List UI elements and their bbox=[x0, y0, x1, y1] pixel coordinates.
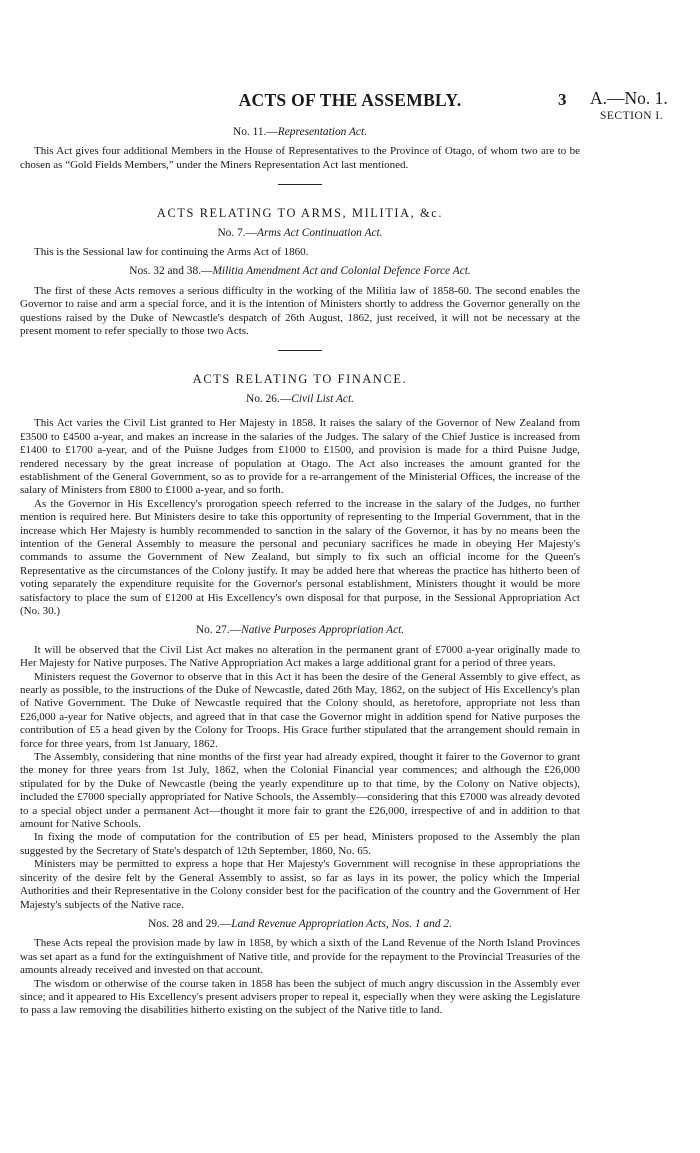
paper-reference: A.—No. 1. bbox=[590, 88, 668, 108]
act-number: No. 11.— bbox=[232, 126, 278, 138]
act-name: Land Revenue Appropriation Acts, Nos. 1 and 2. bbox=[231, 917, 452, 930]
act-number: Nos. 28 and 29.— bbox=[148, 917, 232, 930]
act-number: No. 26.— bbox=[245, 392, 292, 405]
act-name: Civil List Act. bbox=[291, 392, 354, 405]
paragraph: This is the Sessional law for continuing the Arms Act of 1860. bbox=[34, 246, 309, 259]
section-divider bbox=[278, 350, 322, 351]
act-number: Nos. 32 and 38.— bbox=[129, 265, 213, 278]
subheading-land-revenue-acts bbox=[20, 918, 580, 931]
paragraph: In fixing the mode of computation for the contribution of £5 per head, Ministers proposed to the Assembly the plan suggested by the Secretary of State's despatch of 12th September, 1860, No. 65. bbox=[20, 831, 580, 857]
act-name: Representation Act. bbox=[277, 126, 368, 138]
paragraph: These Acts repeal the provision made by law in 1858, by which a sixth of the Land Revenue of the North Island Provinces was set apart as a fund for the extinguishment of Native title, and provide for the repayment to the Provincial Treasuries of the amounts already received and invested on that account. bbox=[20, 937, 580, 977]
subheading-militia-act bbox=[20, 265, 580, 278]
subheading-representation-act bbox=[20, 126, 580, 139]
paragraph: This Act varies the Civil List granted to Her Majesty in 1858. It raises the salary of the Governor of New Zealand from £3500 to £4500 a-year, and makes an increase in the salaries of the Judges. The salary of the Chief Justice is increased from £1400 to £1700 a-year, and of the Puisne Judges from £1000 to £1500, and provision is made for a third Puisne Judge, rendered necessary by the great increase of population at Otago. The Act also increases the amount granted for the establishment of the General Government, so as to provide for a re-arrangement of the Ministerial Offices, the increase of the salary of Ministers from £800 to £1000 a-year, and so forth. bbox=[20, 417, 580, 497]
running-head: ACTS OF THE ASSEMBLY. bbox=[238, 90, 462, 110]
paragraph: Ministers request the Governor to observe that in this Act it has been the desire of the General Assembly to give effect, as nearly as possible, to the instructions of the Duke of Newcastle, dated 26th May, 1862, on the subject of His Excellency's plan of Native Government. The Duke of Newcastle required that the Colony should, as heretofore, appropriate not less than £26,000 a-year for Native objects, and agreed that in that case the Governor might in addition spend for Native purposes the contribution of £5 a head given by the Colony for Troops. His Grace further stipulated that the arrangement should remain in force for three years, from 1st January, 1862. bbox=[20, 670, 580, 750]
subheading-arms-act bbox=[20, 227, 580, 240]
act-number: No. 27.— bbox=[195, 624, 242, 637]
act-number: No. 7.— bbox=[217, 226, 258, 239]
subheading-native-purposes-act bbox=[20, 624, 580, 637]
act-name: Native Purposes Appropriation Act. bbox=[241, 624, 405, 637]
act-name: Arms Act Continuation Act. bbox=[257, 226, 383, 239]
section-divider bbox=[278, 184, 322, 185]
page-number: 3 bbox=[558, 90, 567, 109]
section-title-finance: ACTS RELATING TO FINANCE. bbox=[192, 372, 408, 387]
section-title-arms: ACTS RELATING TO ARMS, MILITIA, &c. bbox=[156, 206, 444, 221]
paragraph: The wisdom or otherwise of the course taken in 1858 has been the subject of much angry discussion in the Assembly ever since; and it appeared to His Excellency's present advisers proper to repeal it, especially when they were asking the Legislature to pass a law removing the disabilities hitherto existing on the subject of the Native title to land. bbox=[20, 977, 580, 1017]
paragraph: The Assembly, considering that nine months of the first year had already expired, thought it fairer to the Governor to grant the money for three years from 1st July, 1862, when the Colonial Financial year commences; and although the £26,000 stipulated for by the Duke of Newcastle (being the yearly expenditure up to that time, by the Colony on Native objects), included the £7000 specially appropriated for Native Schools, the Assembly—considering that this £7000 was already devoted to a special object under a permanent Act—thought it more fair to grant the £26,000, irrespective of and in addition to that amount for Native Schools. bbox=[20, 751, 580, 831]
paragraph: As the Governor in His Excellency's prorogation speech referred to the increase in the salary of the Judges, no further mention is required here. But Ministers desire to take this opportunity of representing to the Imperial Government, that in the increase which Her Majesty is humbly recommended to sanction in the salary of the Governor, it has by no means been the intention of the General Assembly to measure the personal and pecuniary sacrifices he made in obeying Her Majesty's commands to assume the Government of New Zealand, but simply to fix such an official income for the Queen's Representative as the circumstances of the Colony justify. It may be added here that whereas the practice has hitherto been of voting separately the expenditure requisite for the Governor's personal establishment, Ministers thought it would be more satisfactory to place the sum of £1200 at His Excellency's own disposal for that purpose, in the Sessional Appropriation Act (No. 30.) bbox=[20, 497, 580, 617]
paragraph: This Act gives four additional Members in the House of Representatives to the Province of Otago, of whom two are to be chosen as “Gold Fields Members,” under the Miners Representation Act last mentioned. bbox=[20, 145, 580, 171]
paragraph: It will be observed that the Civil List Act makes no alteration in the permanent grant of £7000 a-year originally made to Her Majesty for Native purposes. The Native Appropriation Act makes a large additional grant for a period of three years. bbox=[20, 643, 580, 670]
subheading-civil-list-act bbox=[20, 393, 580, 406]
document-body bbox=[20, 120, 580, 1018]
paragraph: The first of these Acts removes a serious difficulty in the working of the Militia law of 1858-60. The second enables the Governor to raise and arm a special force, and it is the intention of Ministers shortly to address the Governor generally on the questions raised by the Duke of Newcastle's despatch of 26th August, 1862, just received, it will not be necessary at the present moment to refer specially to those two Acts. bbox=[20, 284, 580, 338]
section-label: SECTION I. bbox=[600, 110, 664, 122]
paragraph: Ministers may be permitted to express a hope that Her Majesty's Government will recognise in these appropriations the sincerity of the desire felt by the General Assembly to assist, so far as lays in its power, the policy which the Imperial Authorities and their Representative in the Colony consider best for the pacification of the country and the Government of Her Majesty's subjects of the Native race. bbox=[20, 858, 580, 911]
act-name: Militia Amendment Act and Colonial Defence Force Act. bbox=[212, 265, 471, 278]
